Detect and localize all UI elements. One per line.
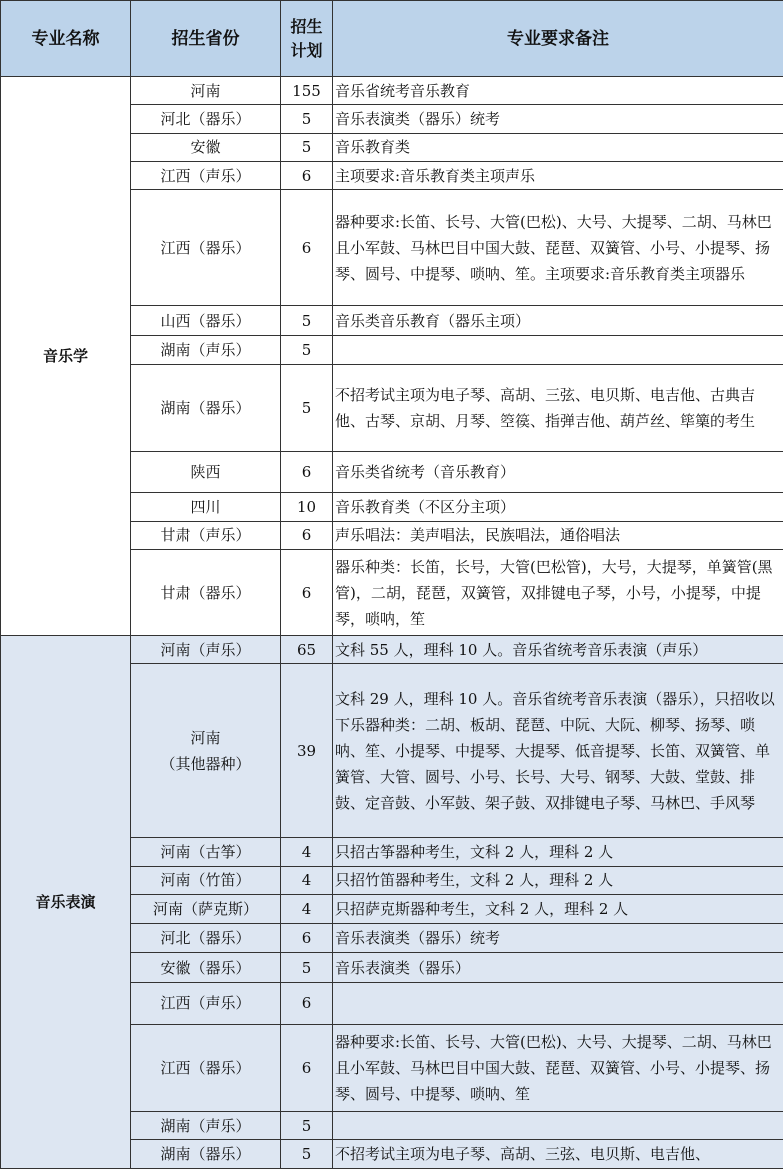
province-cell: 陕西 [131,452,281,493]
header-plan-line2: 计划 [290,40,323,60]
plan-cell: 6 [281,924,333,953]
note-cell: 器乐种类：长笛，长号，大管(巴松管)，大号，大提琴，单簧管(黑管)，二胡，琵琶，双簧管，双排键电子琴，小号，小提琴，中提琴，唢呐，笙 [333,550,783,636]
note-cell: 主项要求:音乐教育类主项声乐 [333,161,783,189]
province-cell: 江西（声乐） [131,982,281,1024]
plan-cell: 4 [281,894,333,923]
major-cell-music-studies: 音乐学 [1,77,131,636]
province-cell: 河北（器乐） [131,105,281,133]
province-cell: 甘肃（声乐） [131,521,281,549]
province-line2: （其他器种） [160,754,251,773]
plan-cell: 5 [281,953,333,982]
header-plan [281,1,333,77]
note-cell [333,1112,783,1140]
note-cell [333,335,783,364]
province-cell: 江西（器乐） [131,1025,281,1112]
note-cell: 音乐表演类（器乐） [333,953,783,982]
header-row [1,1,783,77]
province-cell: 湖南（声乐） [131,1112,281,1140]
header-note: 专业要求备注 [333,1,783,77]
plan-cell: 6 [281,161,333,189]
plan-cell: 5 [281,105,333,133]
note-cell: 音乐教育类（不区分主项） [333,493,783,521]
table-row [1,636,783,664]
note-cell: 音乐表演类（器乐）统考 [333,924,783,953]
province-line1: 河南 [190,728,221,747]
note-cell: 不招考试主项为电子琴、高胡、三弦、电贝斯、电吉他、 [333,1140,783,1169]
plan-cell: 4 [281,838,333,866]
plan-cell: 5 [281,133,333,161]
note-cell: 音乐表演类（器乐）统考 [333,105,783,133]
province-cell: 湖南（器乐） [131,1140,281,1169]
province-cell: 江西（器乐） [131,190,281,306]
province-cell: 安徽（器乐） [131,953,281,982]
note-cell: 音乐类省统考（音乐教育） [333,452,783,493]
plan-cell: 5 [281,1140,333,1169]
header-plan-line1: 招生 [290,16,323,36]
plan-cell: 6 [281,521,333,549]
note-cell: 音乐教育类 [333,133,783,161]
major-cell-music-performance: 音乐表演 [1,636,131,1169]
province-cell [131,664,281,838]
province-cell: 河南（竹笛） [131,866,281,894]
province-cell: 河南（古筝） [131,838,281,866]
plan-cell: 65 [281,636,333,664]
plan-cell: 39 [281,664,333,838]
plan-cell: 6 [281,190,333,306]
plan-cell: 155 [281,77,333,105]
note-cell: 不招考试主项为电子琴、高胡、三弦、电贝斯、电吉他、古典吉他、古琴、京胡、月琴、箜篌、指弹吉他、葫芦丝、筚篥的考生 [333,365,783,452]
plan-cell: 5 [281,1112,333,1140]
note-cell: 器种要求:长笛、长号、大管(巴松)、大号、大提琴、二胡、马林巴且小军鼓、马林巴目中国大鼓、琵琶、双簧管、小号、小提琴、扬琴、圆号、中提琴、唢呐、笙 [333,1025,783,1112]
note-cell: 声乐唱法：美声唱法，民族唱法，通俗唱法 [333,521,783,549]
province-cell: 湖南（器乐） [131,365,281,452]
note-cell: 文科 29 人，理科 10 人。音乐省统考音乐表演（器乐），只招收以下乐器种类：二胡、板胡、琵琶、中阮、大阮、柳琴、扬琴、唢呐、笙、小提琴、中提琴、大提琴、低音提琴、长笛、双簧管、单簧管、大管、圆号、小号、长号、大号、钢琴、大鼓、堂鼓、排鼓、定音鼓、小军鼓、架子鼓、双排键电子琴、马林巴、手风琴 [333,664,783,838]
note-cell: 器种要求:长笛、长号、大管(巴松)、大号、大提琴、二胡、马林巴且小军鼓、马林巴目中国大鼓、琵琶、双簧管、小号、小提琴、扬琴、圆号、中提琴、唢呐、笙。主项要求:音乐教育类主项器乐 [333,190,783,306]
note-cell [333,982,783,1024]
plan-cell: 10 [281,493,333,521]
plan-cell: 6 [281,452,333,493]
plan-cell: 5 [281,306,333,335]
province-cell: 湖南（声乐） [131,335,281,364]
plan-cell: 5 [281,335,333,364]
province-cell: 河南（萨克斯） [131,894,281,923]
plan-cell: 6 [281,1025,333,1112]
note-cell: 音乐省统考音乐教育 [333,77,783,105]
province-cell: 四川 [131,493,281,521]
province-cell: 河南（声乐） [131,636,281,664]
note-cell: 音乐类音乐教育（器乐主项） [333,306,783,335]
plan-cell: 6 [281,550,333,636]
province-cell: 山西（器乐） [131,306,281,335]
province-cell: 河南 [131,77,281,105]
province-cell: 安徽 [131,133,281,161]
table-row [1,77,783,105]
note-cell: 只招竹笛器种考生，文科 2 人，理科 2 人 [333,866,783,894]
plan-cell: 6 [281,982,333,1024]
note-cell: 只招萨克斯器种考生，文科 2 人，理科 2 人 [333,894,783,923]
note-cell: 只招古筝器种考生，文科 2 人，理科 2 人 [333,838,783,866]
province-cell: 河北（器乐） [131,924,281,953]
header-major: 专业名称 [1,1,131,77]
province-cell: 江西（声乐） [131,161,281,189]
plan-cell: 4 [281,866,333,894]
header-province: 招生省份 [131,1,281,77]
plan-cell: 5 [281,365,333,452]
note-cell: 文科 55 人，理科 10 人。音乐省统考音乐表演（声乐） [333,636,783,664]
province-cell: 甘肃（器乐） [131,550,281,636]
